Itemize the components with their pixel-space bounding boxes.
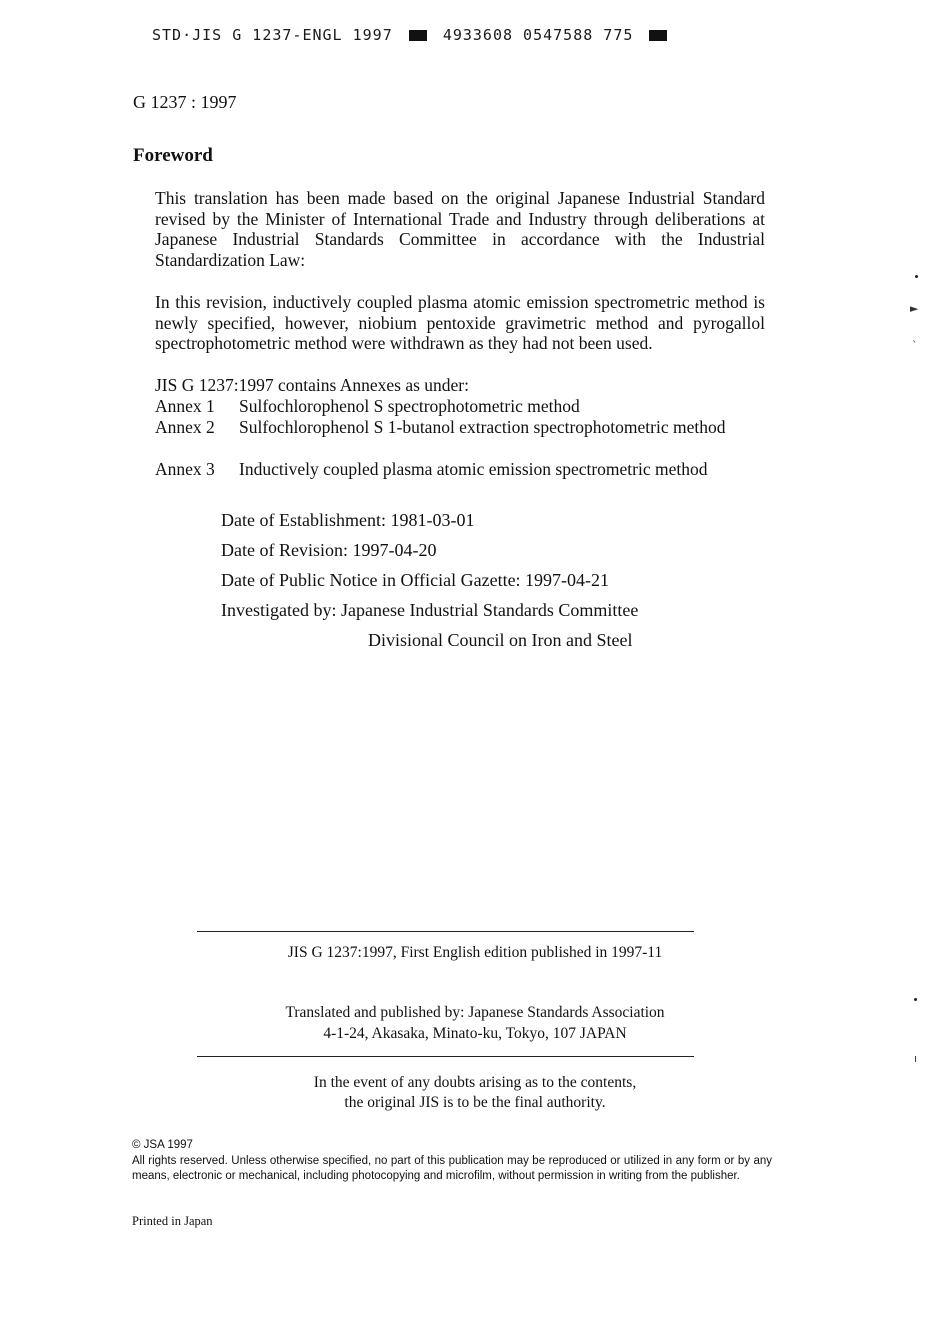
barcode-block-icon	[649, 30, 667, 41]
investigated-by-council: Divisional Council on Iron and Steel	[368, 630, 633, 650]
scan-dot-icon	[915, 275, 918, 278]
scan-dot-icon	[914, 998, 917, 1001]
annex-title: Inductively coupled plasma atomic emission spectrometric method	[239, 459, 708, 479]
annex-row	[155, 396, 761, 417]
annex-row	[155, 459, 761, 480]
rights-notice: All rights reserved. Unless otherwise specified, no part of this publication may be reproduced or utilized in any form or by any means, electronic or mechanical, including photocopying and microfilm, without permission in writing from the publisher.	[132, 1155, 772, 1182]
annex-label: Annex 1	[155, 396, 215, 416]
annex-intro: JIS G 1237:1997 contains Annexes as under:	[155, 375, 469, 395]
document-code-right: 4933608 0547588 775	[442, 26, 634, 44]
investigated-by: Investigated by: Japanese Industrial Standards Committee	[221, 600, 639, 620]
printed-in: Printed in Japan	[132, 1214, 213, 1228]
copyright-mark: © JSA 1997	[132, 1139, 193, 1151]
scan-mark-icon: ►	[910, 302, 919, 315]
publisher-address: 4-1-24, Akasaka, Minato-ku, Tokyo, 107 JAPAN	[323, 1025, 627, 1042]
divider	[197, 1056, 694, 1057]
date-revision: Date of Revision: 1997-04-20	[221, 540, 437, 560]
standard-id: G 1237 : 1997	[133, 92, 237, 112]
annex-title: Sulfochlorophenol S spectrophotometric method	[239, 396, 580, 416]
date-public-notice: Date of Public Notice in Official Gazette: 1997-04-21	[221, 570, 610, 590]
divider	[197, 931, 694, 932]
edition-line: JIS G 1237:1997, First English edition published in 1997-11	[287, 944, 663, 961]
authority-note-2: the original JIS is to be the final authority.	[344, 1094, 606, 1111]
document-code-left: STD·JIS G 1237-ENGL 1997	[152, 26, 393, 44]
annex-title: Sulfochlorophenol S 1-butanol extraction spectrophotometric method	[239, 417, 726, 437]
annex-label: Annex 2	[155, 417, 215, 437]
authority-note: In the event of any doubts arising as to the contents,	[313, 1074, 637, 1091]
page-title: Foreword	[133, 145, 213, 166]
annex-row	[155, 417, 761, 438]
publisher-line: Translated and published by: Japanese Standards Association	[285, 1004, 665, 1021]
date-establishment: Date of Establishment: 1981-03-01	[221, 510, 475, 530]
document-code-strip	[152, 26, 673, 44]
scan-mark-icon: ı	[914, 1052, 918, 1065]
scan-mark-icon: ˎ	[912, 330, 918, 343]
barcode-block-icon	[409, 30, 427, 41]
annex-label: Annex 3	[155, 459, 215, 479]
paragraph-translation: This translation has been made based on the original Japanese Industrial Standard revised by the Minister of International Trade and Industry through deliberations at Japanese Industrial Standards Committee in accordance with the Industrial Standardization Law:	[155, 188, 765, 270]
paragraph-revision: In this revision, inductively coupled plasma atomic emission spectrometric method is newly specified, however, niobium pentoxide gravimetric method and pyrogallol spectrophotometric method were withdrawn as they had not been used.	[155, 292, 765, 354]
